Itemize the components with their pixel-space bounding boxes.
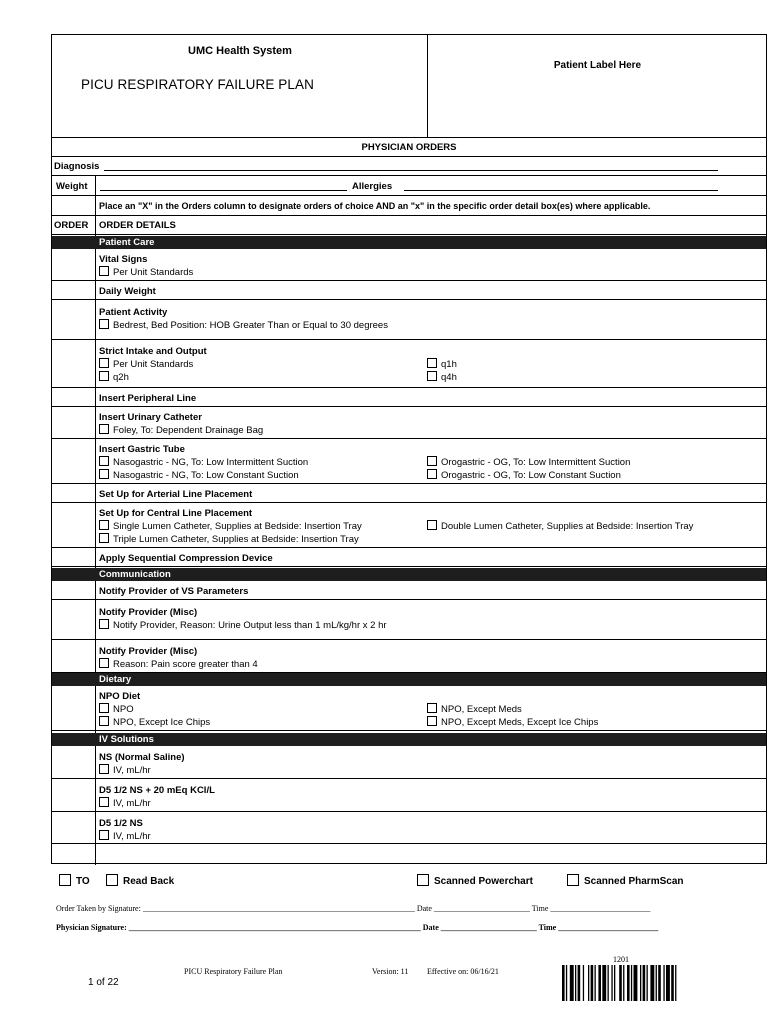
order-title: Notify Provider (Misc) (99, 646, 198, 657)
order-details-column-header: ORDER DETAILS (99, 220, 176, 231)
order-ns[interactable] (52, 746, 766, 779)
physician-orders-heading: PHYSICIAN ORDERS (361, 142, 457, 153)
checkbox[interactable] (99, 716, 109, 726)
section-dietary: Dietary (52, 673, 766, 686)
option-bedrest[interactable]: Bedrest, Bed Position: HOB Greater Than or Equal to 30 degrees (99, 319, 388, 331)
option-iv-rate[interactable]: IV, mL/hr (99, 797, 151, 809)
order-title: Insert Peripheral Line (99, 393, 197, 404)
option-npo-ice-chips[interactable]: NPO, Except Ice Chips (99, 716, 210, 728)
option-per-unit-standards[interactable]: Per Unit Standards (99, 358, 193, 370)
physician-signature-line[interactable]: Physician Signature: _________________________________________________________________________ Date ________________________ Time _________________________ (56, 923, 659, 932)
checkbox[interactable] (427, 469, 437, 479)
checkbox[interactable] (99, 456, 109, 466)
barcode-icon (562, 965, 714, 1001)
checkbox[interactable] (99, 319, 109, 329)
order-title: Set Up for Arterial Line Placement (99, 489, 253, 500)
checkbox[interactable] (99, 533, 109, 543)
order-title: NPO Diet (99, 691, 141, 702)
checkbox[interactable] (106, 874, 118, 886)
option-iv-rate[interactable]: IV, mL/hr (99, 830, 151, 842)
form-version: Version: 11 (372, 967, 409, 976)
order-d5[interactable] (52, 812, 766, 844)
form-number: 1201 (613, 955, 629, 964)
checkbox[interactable] (99, 371, 109, 381)
scanned-powerchart-option[interactable]: Scanned Powerchart (417, 874, 533, 887)
option-npo-meds[interactable]: NPO, Except Meds (427, 703, 522, 715)
order-title: D5 1/2 NS (99, 818, 143, 829)
checkbox[interactable] (567, 874, 579, 886)
weight-label: Weight (56, 181, 88, 192)
weight-allergies-row (52, 176, 766, 196)
option-iv-rate[interactable]: IV, mL/hr (99, 764, 151, 776)
order-npo-diet[interactable] (52, 686, 766, 731)
checkbox[interactable] (99, 520, 109, 530)
form-header (52, 35, 766, 138)
diagnosis-row[interactable] (52, 157, 766, 176)
page-number: 1 of 22 (88, 977, 119, 988)
order-title: Set Up for Central Line Placement (99, 508, 253, 519)
order-title: Notify Provider (Misc) (99, 607, 198, 618)
order-title: Insert Urinary Catheter (99, 412, 202, 423)
order-notify-misc-pain[interactable] (52, 640, 766, 673)
form-name: PICU Respiratory Failure Plan (184, 967, 283, 976)
order-title: Notify Provider of VS Parameters (99, 586, 249, 597)
checkbox[interactable] (417, 874, 429, 886)
order-central-line[interactable] (52, 503, 766, 548)
checkbox[interactable] (99, 830, 109, 840)
option-urine-output[interactable]: Notify Provider, Reason: Urine Output less than 1 mL/kg/hr x 2 hr (99, 619, 387, 631)
checkbox[interactable] (99, 764, 109, 774)
option-q4h[interactable]: q4h (427, 371, 457, 383)
instruction-text: Place an "X" in the Orders column to designate orders of choice AND an "x" in the specific order detail box(es) where applicable. (99, 201, 651, 211)
patient-label-area: Patient Label Here (553, 60, 642, 71)
header-title-block (52, 35, 428, 137)
order-column-header: ORDER (54, 220, 89, 231)
allergies-label: Allergies (352, 181, 393, 192)
order-title: D5 1/2 NS + 20 mEq KCl/L (99, 785, 215, 796)
order-scd[interactable] (52, 548, 766, 567)
order-title: Vital Signs (99, 254, 148, 265)
option-og-constant[interactable]: Orogastric - OG, To: Low Constant Suction (427, 469, 621, 481)
order-notify-vs[interactable] (52, 581, 766, 600)
option-ng-constant[interactable]: Nasogastric - NG, To: Low Constant Suction (99, 469, 299, 481)
weight-line[interactable] (100, 190, 347, 191)
order-patient-activity[interactable] (52, 300, 766, 340)
instruction-row (52, 196, 766, 216)
read-back-option[interactable]: Read Back (106, 874, 174, 887)
order-title: NS (Normal Saline) (99, 752, 185, 763)
checkbox[interactable] (99, 469, 109, 479)
option-per-unit-standards[interactable]: Per Unit Standards (99, 266, 193, 278)
option-ng-intermittent[interactable]: Nasogastric - NG, To: Low Intermittent Suction (99, 456, 308, 468)
order-taken-signature-line[interactable]: Order Taken by Signature: ____________________________________________________________________ Date ________________________ Time _________________________ (56, 904, 651, 913)
checkbox[interactable] (427, 703, 437, 713)
org-name: UMC Health System (188, 45, 292, 57)
checkbox[interactable] (427, 716, 437, 726)
order-urinary-catheter[interactable] (52, 407, 766, 439)
checkbox[interactable] (59, 874, 71, 886)
section-iv-solutions: IV Solutions (52, 733, 766, 746)
order-vital-signs[interactable] (52, 249, 766, 281)
order-title: Insert Gastric Tube (99, 444, 185, 455)
checkbox[interactable] (99, 266, 109, 276)
section-patient-care: Patient Care (52, 236, 766, 249)
plan-title: PICU RESPIRATORY FAILURE PLAN (81, 77, 314, 92)
option-q1h[interactable]: q1h (427, 358, 457, 370)
order-title: Apply Sequential Compression Device (99, 553, 273, 564)
option-q2h[interactable]: q2h (99, 371, 129, 383)
order-notify-misc-urine[interactable] (52, 600, 766, 640)
option-triple-lumen[interactable]: Triple Lumen Catheter, Supplies at Bedside: Insertion Tray (99, 533, 359, 545)
checkbox[interactable] (99, 703, 109, 713)
effective-date: Effective on: 06/16/21 (427, 967, 499, 976)
checkbox[interactable] (99, 797, 109, 807)
option-single-lumen[interactable]: Single Lumen Catheter, Supplies at Bedside: Insertion Tray (99, 520, 362, 532)
option-foley[interactable]: Foley, To: Dependent Drainage Bag (99, 424, 263, 436)
order-form (51, 34, 767, 864)
order-arterial-line[interactable] (52, 484, 766, 503)
option-npo-meds-ice-chips[interactable]: NPO, Except Meds, Except Ice Chips (427, 716, 598, 728)
section-communication: Communication (52, 568, 766, 581)
option-og-intermittent[interactable]: Orogastric - OG, To: Low Intermittent Suction (427, 456, 630, 468)
scanned-pharmscan-option[interactable]: Scanned PharmScan (567, 874, 683, 887)
checkbox[interactable] (99, 619, 109, 629)
option-pain-score[interactable]: Reason: Pain score greater than 4 (99, 658, 258, 670)
order-title: Daily Weight (99, 286, 156, 297)
physician-orders-row (52, 138, 766, 157)
option-npo[interactable]: NPO (99, 703, 134, 715)
order-d5-kcl[interactable] (52, 779, 766, 812)
checkbox[interactable] (427, 371, 437, 381)
order-daily-weight[interactable] (52, 281, 766, 300)
checkbox[interactable] (99, 424, 109, 434)
checkbox[interactable] (427, 358, 437, 368)
checkbox[interactable] (99, 658, 109, 668)
diagnosis-label: Diagnosis (54, 161, 100, 172)
checkbox[interactable] (427, 520, 437, 530)
checkbox[interactable] (99, 358, 109, 368)
order-intake-output[interactable] (52, 340, 766, 388)
order-peripheral-line[interactable] (52, 388, 766, 407)
order-title: Strict Intake and Output (99, 346, 207, 357)
column-header-row (52, 216, 766, 235)
order-title: Patient Activity (99, 307, 168, 318)
option-double-lumen[interactable]: Double Lumen Catheter, Supplies at Bedside: Insertion Tray (427, 520, 693, 532)
diagnosis-line[interactable] (104, 170, 718, 171)
checkbox[interactable] (427, 456, 437, 466)
to-option[interactable]: TO (59, 874, 90, 887)
allergies-line[interactable] (404, 190, 718, 191)
order-gastric-tube[interactable] (52, 439, 766, 484)
